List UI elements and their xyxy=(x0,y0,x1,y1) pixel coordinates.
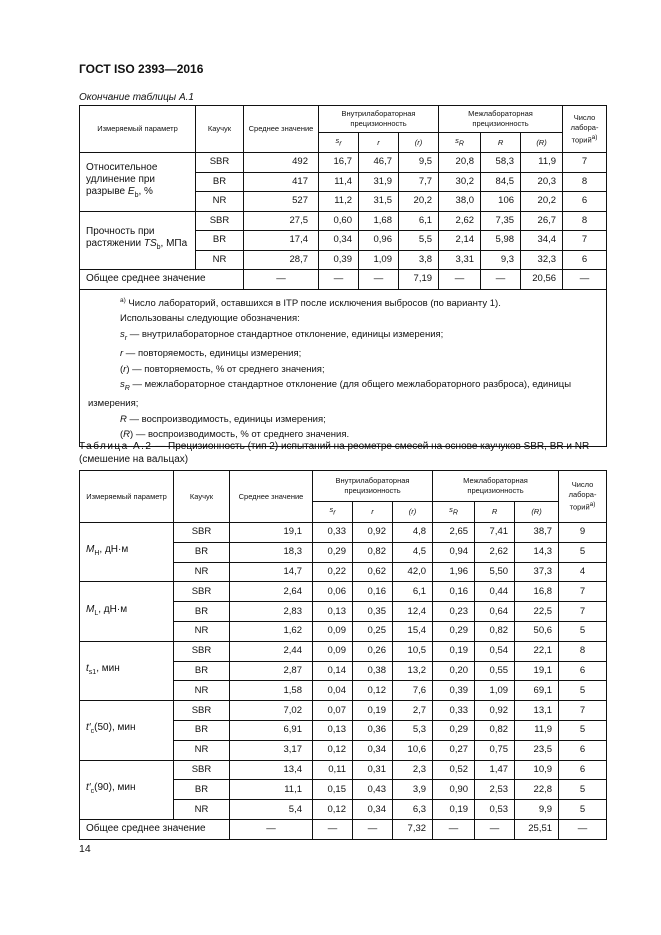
value-cell-mean: 2,87 xyxy=(230,661,313,681)
table-row xyxy=(80,760,607,780)
header-between-lab: Межлабораторная прецизионность xyxy=(433,471,559,502)
overall-sr: — xyxy=(313,819,353,839)
overall-R-pct: 25,51 xyxy=(515,819,559,839)
value-cell-labs: 8 xyxy=(563,211,607,231)
value-cell-mean: 14,7 xyxy=(230,562,313,582)
overall-R: — xyxy=(475,819,515,839)
value-cell-R: 2,53 xyxy=(475,780,515,800)
value-cell-R: 9,3 xyxy=(481,250,521,270)
value-cell-sr: 0,06 xyxy=(313,582,353,602)
value-cell-r-pct: 7,6 xyxy=(393,681,433,701)
value-cell-mean: 2,64 xyxy=(230,582,313,602)
value-cell-mean: 17,4 xyxy=(244,231,319,251)
value-cell-R: 0,64 xyxy=(475,602,515,622)
value-cell-R: 106 xyxy=(481,192,521,212)
rubber-cell: BR xyxy=(174,720,230,740)
value-cell-mean: 6,91 xyxy=(230,720,313,740)
value-cell-R-pct: 22,5 xyxy=(515,602,559,622)
value-cell-mean: 417 xyxy=(244,172,319,192)
value-cell-R-pct: 19,1 xyxy=(515,661,559,681)
value-cell-r: 0,92 xyxy=(353,523,393,543)
rubber-cell: BR xyxy=(174,542,230,562)
table2-title: Таблица А.2 — Прецизионность (тип 2) испытаний на реометре смесей на основе каучуков SBR, BR и NR (смешение на вальцах) xyxy=(79,441,590,465)
value-cell-sr: 16,7 xyxy=(319,153,359,173)
rubber-cell: BR xyxy=(174,780,230,800)
overall-row xyxy=(80,270,607,290)
overall-mean: — xyxy=(244,270,319,290)
note-R: R — воспроизводимость, единицы измерения; xyxy=(120,413,326,425)
table1-continuation-title: Окончание таблицы А.1 xyxy=(79,92,194,103)
value-cell-labs: 6 xyxy=(563,250,607,270)
value-cell-R-pct: 26,7 xyxy=(521,211,563,231)
table-row xyxy=(80,211,607,231)
page-number: 14 xyxy=(79,843,91,855)
value-cell-sr: 0,04 xyxy=(313,681,353,701)
document-header: ГОСТ ISO 2393—2016 xyxy=(79,62,204,76)
notes-intro: Использованы следующие обозначения: xyxy=(120,313,300,325)
value-cell-mean: 18,3 xyxy=(230,542,313,562)
header-R-pct: (R) xyxy=(515,502,559,523)
value-cell-sR: 0,27 xyxy=(433,740,475,760)
value-cell-r: 0,16 xyxy=(353,582,393,602)
value-cell-sR: 0,39 xyxy=(433,681,475,701)
value-cell-r-pct: 2,3 xyxy=(393,760,433,780)
value-cell-r: 0,43 xyxy=(353,780,393,800)
value-cell-r-pct: 42,0 xyxy=(393,562,433,582)
rubber-cell: NR xyxy=(174,562,230,582)
value-cell-labs: 8 xyxy=(563,172,607,192)
param-cell: Относительное удлинение при разрыве $E_b$, % xyxy=(80,153,196,212)
value-cell-r-pct: 13,2 xyxy=(393,661,433,681)
value-cell-r-pct: 3,8 xyxy=(399,250,439,270)
rubber-cell: SBR xyxy=(196,153,244,173)
value-cell-sR: 0,90 xyxy=(433,780,475,800)
table-a2 xyxy=(79,470,607,840)
header-rubber: Каучук xyxy=(174,471,230,523)
header-mean: Среднее значение xyxy=(244,106,319,153)
value-cell-labs: 5 xyxy=(559,780,607,800)
table1-notes xyxy=(80,289,607,446)
rubber-cell: BR xyxy=(196,172,244,192)
header-r: r xyxy=(359,133,399,153)
value-cell-labs: 7 xyxy=(559,701,607,721)
value-cell-r-pct: 6,1 xyxy=(393,582,433,602)
header-r: r xyxy=(353,502,393,523)
value-cell-sr: 0,60 xyxy=(319,211,359,231)
header-param: Измеряемый параметр xyxy=(80,471,174,523)
header-sr: $s_r$ xyxy=(313,502,353,523)
table-row xyxy=(80,701,607,721)
value-cell-sR: 2,14 xyxy=(439,231,481,251)
value-cell-R: 0,75 xyxy=(475,740,515,760)
value-cell-R-pct: 13,1 xyxy=(515,701,559,721)
rubber-cell: NR xyxy=(174,740,230,760)
overall-R-pct: 20,56 xyxy=(521,270,563,290)
value-cell-sR: 0,33 xyxy=(433,701,475,721)
value-cell-mean: 527 xyxy=(244,192,319,212)
value-cell-sr: 0,07 xyxy=(313,701,353,721)
value-cell-sR: 0,52 xyxy=(433,760,475,780)
value-cell-R-pct: 34,4 xyxy=(521,231,563,251)
value-cell-R-pct: 38,7 xyxy=(515,523,559,543)
value-cell-R-pct: 20,3 xyxy=(521,172,563,192)
note-r: r — повторяемость, единицы измерения; xyxy=(120,348,302,360)
value-cell-R: 1,09 xyxy=(475,681,515,701)
value-cell-labs: 5 xyxy=(559,621,607,641)
value-cell-labs: 7 xyxy=(559,582,607,602)
value-cell-r-pct: 4,8 xyxy=(393,523,433,543)
overall-sr: — xyxy=(319,270,359,290)
value-cell-mean: 2,44 xyxy=(230,641,313,661)
value-cell-R: 58,3 xyxy=(481,153,521,173)
value-cell-r-pct: 6,1 xyxy=(399,211,439,231)
value-cell-sr: 0,09 xyxy=(313,621,353,641)
overall-r: — xyxy=(353,819,393,839)
value-cell-r: 0,62 xyxy=(353,562,393,582)
value-cell-sr: 0,13 xyxy=(313,720,353,740)
value-cell-labs: 5 xyxy=(559,800,607,820)
param-cell: Прочность при растяжении $TS_b$, МПа xyxy=(80,211,196,270)
value-cell-R: 2,62 xyxy=(475,542,515,562)
value-cell-r: 0,26 xyxy=(353,641,393,661)
value-cell-r-pct: 3,9 xyxy=(393,780,433,800)
value-cell-r-pct: 7,7 xyxy=(399,172,439,192)
header-rubber: Каучук xyxy=(196,106,244,153)
value-cell-labs: 7 xyxy=(563,231,607,251)
value-cell-sR: 2,65 xyxy=(433,523,475,543)
value-cell-r: 0,35 xyxy=(353,602,393,622)
value-cell-r-pct: 9,5 xyxy=(399,153,439,173)
value-cell-labs: 4 xyxy=(559,562,607,582)
value-cell-mean: 5,4 xyxy=(230,800,313,820)
value-cell-r: 0,25 xyxy=(353,621,393,641)
note-r-pct: (r) — повторяемость, % от среднего значения; xyxy=(120,363,325,375)
table-row xyxy=(80,523,607,543)
value-cell-R-pct: 22,1 xyxy=(515,641,559,661)
header-R-pct: (R) xyxy=(521,133,563,153)
param-cell: $M_L$, дН·м xyxy=(80,582,174,641)
value-cell-sR: 0,94 xyxy=(433,542,475,562)
header-param: Измеряемый параметр xyxy=(80,106,196,153)
rubber-cell: NR xyxy=(174,621,230,641)
overall-sR: — xyxy=(439,270,481,290)
value-cell-r: 0,36 xyxy=(353,720,393,740)
value-cell-R-pct: 11,9 xyxy=(515,720,559,740)
value-cell-mean: 1,58 xyxy=(230,681,313,701)
value-cell-r: 46,7 xyxy=(359,153,399,173)
value-cell-R: 7,35 xyxy=(481,211,521,231)
value-cell-r-pct: 10,6 xyxy=(393,740,433,760)
overall-sR: — xyxy=(433,819,475,839)
value-cell-sr: 11,4 xyxy=(319,172,359,192)
value-cell-sR: 2,62 xyxy=(439,211,481,231)
value-cell-r-pct: 5,5 xyxy=(399,231,439,251)
overall-r-pct: 7,32 xyxy=(393,819,433,839)
rubber-cell: SBR xyxy=(174,701,230,721)
rubber-cell: SBR xyxy=(196,211,244,231)
value-cell-R: 5,50 xyxy=(475,562,515,582)
value-cell-labs: 7 xyxy=(563,153,607,173)
value-cell-R-pct: 32,3 xyxy=(521,250,563,270)
value-cell-sR: 1,96 xyxy=(433,562,475,582)
value-cell-sr: 0,11 xyxy=(313,760,353,780)
value-cell-sr: 0,33 xyxy=(313,523,353,543)
value-cell-mean: 2,83 xyxy=(230,602,313,622)
overall-row xyxy=(80,819,607,839)
table-row xyxy=(80,582,607,602)
table-row xyxy=(80,641,607,661)
value-cell-R: 7,41 xyxy=(475,523,515,543)
value-cell-R-pct: 9,9 xyxy=(515,800,559,820)
value-cell-labs: 5 xyxy=(559,681,607,701)
header-labs: Число лабора-торий$^{а)}$ xyxy=(563,106,607,153)
value-cell-sr: 0,22 xyxy=(313,562,353,582)
overall-label: Общее среднее значение xyxy=(80,270,244,290)
value-cell-R-pct: 20,2 xyxy=(521,192,563,212)
value-cell-labs: 5 xyxy=(559,720,607,740)
value-cell-r: 0,96 xyxy=(359,231,399,251)
overall-r: — xyxy=(359,270,399,290)
value-cell-sR: 0,29 xyxy=(433,621,475,641)
value-cell-sR: 30,2 xyxy=(439,172,481,192)
value-cell-r-pct: 20,2 xyxy=(399,192,439,212)
rubber-cell: SBR xyxy=(174,760,230,780)
value-cell-sr: 0,09 xyxy=(313,641,353,661)
value-cell-sR: 0,19 xyxy=(433,641,475,661)
value-cell-mean: 27,5 xyxy=(244,211,319,231)
value-cell-mean: 13,4 xyxy=(230,760,313,780)
rubber-cell: NR xyxy=(174,681,230,701)
value-cell-sR: 3,31 xyxy=(439,250,481,270)
value-cell-r-pct: 10,5 xyxy=(393,641,433,661)
value-cell-labs: 7 xyxy=(559,602,607,622)
rubber-cell: NR xyxy=(196,192,244,212)
value-cell-r-pct: 5,3 xyxy=(393,720,433,740)
value-cell-R-pct: 50,6 xyxy=(515,621,559,641)
value-cell-mean: 7,02 xyxy=(230,701,313,721)
header-r-pct: (r) xyxy=(399,133,439,153)
overall-labs: — xyxy=(559,819,607,839)
value-cell-R: 0,55 xyxy=(475,661,515,681)
value-cell-sR: 0,20 xyxy=(433,661,475,681)
overall-label: Общее среднее значение xyxy=(80,819,230,839)
header-R: R xyxy=(481,133,521,153)
overall-R: — xyxy=(481,270,521,290)
value-cell-R: 5,98 xyxy=(481,231,521,251)
value-cell-r-pct: 12,4 xyxy=(393,602,433,622)
footnote: $^{а)}$ Число лабораторий, оставшихся в ITP после исключения выбросов (по варианту 1). xyxy=(120,296,501,309)
header-r-pct: (r) xyxy=(393,502,433,523)
value-cell-labs: 6 xyxy=(559,760,607,780)
value-cell-sR: 38,0 xyxy=(439,192,481,212)
overall-mean: — xyxy=(230,819,313,839)
value-cell-R-pct: 11,9 xyxy=(521,153,563,173)
value-cell-R: 1,47 xyxy=(475,760,515,780)
value-cell-r: 0,34 xyxy=(353,740,393,760)
overall-r-pct: 7,19 xyxy=(399,270,439,290)
value-cell-R: 0,53 xyxy=(475,800,515,820)
table-a1 xyxy=(79,105,607,447)
value-cell-sr: 0,13 xyxy=(313,602,353,622)
rubber-cell: BR xyxy=(174,602,230,622)
rubber-cell: NR xyxy=(196,250,244,270)
value-cell-labs: 9 xyxy=(559,523,607,543)
value-cell-R-pct: 23,5 xyxy=(515,740,559,760)
value-cell-R-pct: 69,1 xyxy=(515,681,559,701)
value-cell-r: 0,34 xyxy=(353,800,393,820)
param-cell: $t_{s1}$, мин xyxy=(80,641,174,700)
header-labs: Число лабора-торий$^{а)}$ xyxy=(559,471,607,523)
value-cell-sR: 0,19 xyxy=(433,800,475,820)
value-cell-r: 0,12 xyxy=(353,681,393,701)
value-cell-sR: 0,23 xyxy=(433,602,475,622)
rubber-cell: BR xyxy=(174,661,230,681)
header-within-lab: Внутрилабораторная прецизионность xyxy=(313,471,433,502)
value-cell-labs: 8 xyxy=(559,641,607,661)
overall-labs: — xyxy=(563,270,607,290)
value-cell-sr: 0,12 xyxy=(313,800,353,820)
value-cell-sr: 0,29 xyxy=(313,542,353,562)
value-cell-sr: 0,14 xyxy=(313,661,353,681)
rubber-cell: SBR xyxy=(174,641,230,661)
value-cell-mean: 492 xyxy=(244,153,319,173)
value-cell-R-pct: 22,8 xyxy=(515,780,559,800)
value-cell-R: 0,82 xyxy=(475,720,515,740)
value-cell-r-pct: 6,3 xyxy=(393,800,433,820)
rubber-cell: SBR xyxy=(174,523,230,543)
value-cell-labs: 6 xyxy=(563,192,607,212)
value-cell-mean: 19,1 xyxy=(230,523,313,543)
value-cell-r: 0,82 xyxy=(353,542,393,562)
value-cell-R-pct: 10,9 xyxy=(515,760,559,780)
param-cell: $t'_c(90)$, мин xyxy=(80,760,174,819)
rubber-cell: NR xyxy=(174,800,230,820)
value-cell-R: 84,5 xyxy=(481,172,521,192)
value-cell-R-pct: 16,8 xyxy=(515,582,559,602)
param-cell: $t'_c(50)$, мин xyxy=(80,701,174,760)
param-cell: $M_H$, дН·м xyxy=(80,523,174,582)
header-within-lab: Внутрилабораторная прецизионность xyxy=(319,106,439,133)
value-cell-labs: 6 xyxy=(559,740,607,760)
value-cell-r: 1,68 xyxy=(359,211,399,231)
value-cell-labs: 5 xyxy=(559,542,607,562)
value-cell-R: 0,82 xyxy=(475,621,515,641)
table-row xyxy=(80,153,607,173)
value-cell-sr: 0,12 xyxy=(313,740,353,760)
value-cell-sR: 0,29 xyxy=(433,720,475,740)
note-sR: $s_R$ — межлабораторное стандартное отклонение (для общего межлабораторного разброса), единицы измерения; xyxy=(88,379,572,410)
value-cell-R-pct: 37,3 xyxy=(515,562,559,582)
value-cell-r-pct: 15,4 xyxy=(393,621,433,641)
header-mean: Среднее значение xyxy=(230,471,313,523)
value-cell-sr: 0,34 xyxy=(319,231,359,251)
value-cell-r: 0,31 xyxy=(353,760,393,780)
header-sR: $s_R$ xyxy=(439,133,481,153)
header-R: R xyxy=(475,502,515,523)
header-sR: $s_R$ xyxy=(433,502,475,523)
value-cell-R-pct: 14,3 xyxy=(515,542,559,562)
value-cell-sR: 20,8 xyxy=(439,153,481,173)
value-cell-r: 31,9 xyxy=(359,172,399,192)
value-cell-sR: 0,16 xyxy=(433,582,475,602)
rubber-cell: BR xyxy=(196,231,244,251)
value-cell-labs: 6 xyxy=(559,661,607,681)
value-cell-R: 0,92 xyxy=(475,701,515,721)
value-cell-mean: 3,17 xyxy=(230,740,313,760)
value-cell-sr: 0,39 xyxy=(319,250,359,270)
value-cell-r: 31,5 xyxy=(359,192,399,212)
value-cell-sr: 11,2 xyxy=(319,192,359,212)
value-cell-sr: 0,15 xyxy=(313,780,353,800)
rubber-cell: SBR xyxy=(174,582,230,602)
value-cell-r: 0,38 xyxy=(353,661,393,681)
header-between-lab: Межлабораторная прецизионность xyxy=(439,106,563,133)
value-cell-r: 1,09 xyxy=(359,250,399,270)
value-cell-mean: 11,1 xyxy=(230,780,313,800)
value-cell-mean: 1,62 xyxy=(230,621,313,641)
value-cell-R: 0,54 xyxy=(475,641,515,661)
note-R-pct: (R) — воспроизводимость, % от среднего значения. xyxy=(120,429,350,441)
note-sr: $s_r$ — внутрилабораторное стандартное отклонение, единицы измерения; xyxy=(120,328,444,342)
value-cell-mean: 28,7 xyxy=(244,250,319,270)
value-cell-R: 0,44 xyxy=(475,582,515,602)
header-sr: $s_r$ xyxy=(319,133,359,153)
value-cell-r-pct: 2,7 xyxy=(393,701,433,721)
value-cell-r-pct: 4,5 xyxy=(393,542,433,562)
value-cell-r: 0,19 xyxy=(353,701,393,721)
